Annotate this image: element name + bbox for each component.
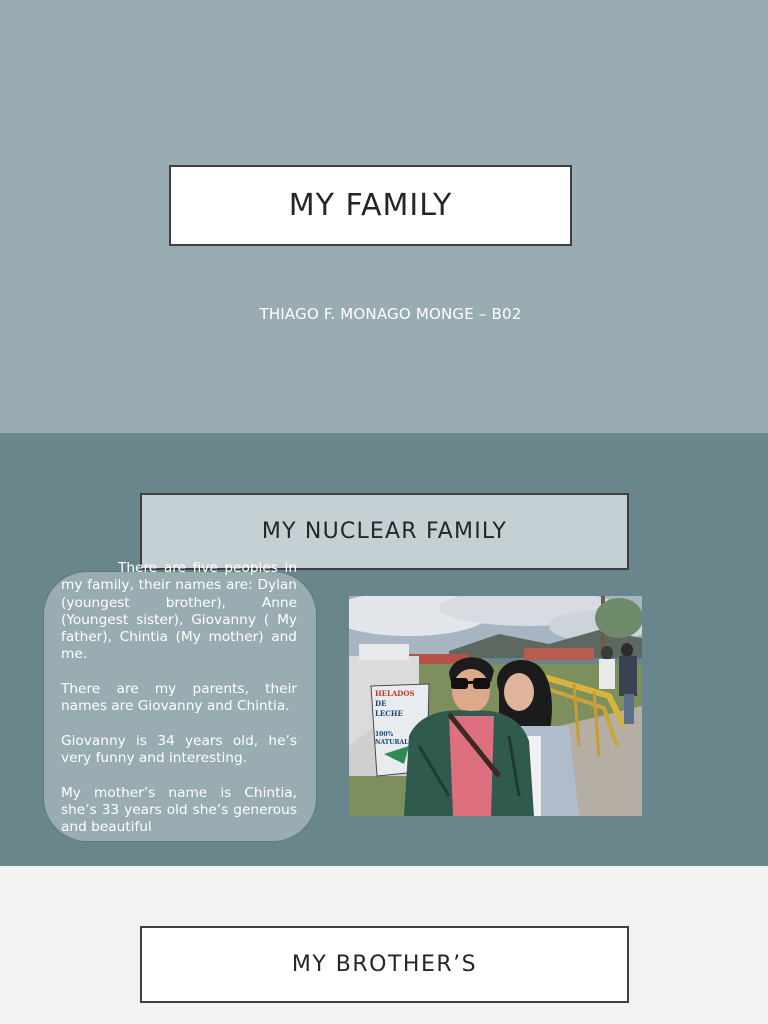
slide-title bbox=[0, 0, 768, 433]
slide-subtitle: THIAGO F. MONAGO MONGE – B02 bbox=[259, 305, 522, 323]
slide-title-box bbox=[169, 165, 572, 246]
sign-text: NATURAL bbox=[375, 739, 409, 746]
slide-title-box bbox=[140, 493, 629, 570]
slide-title-box bbox=[140, 926, 629, 1003]
slide-title-text: MY NUCLEAR FAMILY bbox=[261, 519, 508, 544]
paragraph: There are my parents, their names are Giovanny and Chintia. bbox=[61, 681, 297, 715]
slide-nuclear-family bbox=[0, 433, 768, 866]
sign-text: LECHE bbox=[375, 709, 403, 718]
sign-text: 100% bbox=[375, 731, 394, 738]
slide-brothers bbox=[0, 866, 768, 1024]
slide-title-text: MY FAMILY bbox=[288, 188, 453, 223]
family-photo bbox=[349, 596, 642, 816]
sign-text: HELADOS bbox=[375, 689, 415, 698]
slide-title-text: MY BROTHER’S bbox=[291, 952, 478, 977]
family-description bbox=[61, 560, 297, 854]
sign-text: DE bbox=[375, 699, 387, 708]
paragraph: My mother’s name is Chintia, she’s 33 years old she’s generous and beautiful bbox=[61, 784, 297, 836]
paragraph: There are five peoples in my family, their names are: Dylan (youngest brother), Anne (Youngest sister), Giovanny ( My father), Chintia (My mother) and me. bbox=[61, 560, 297, 663]
paragraph: Giovanny is 34 years old, he’s very funny and interesting. bbox=[61, 732, 297, 767]
